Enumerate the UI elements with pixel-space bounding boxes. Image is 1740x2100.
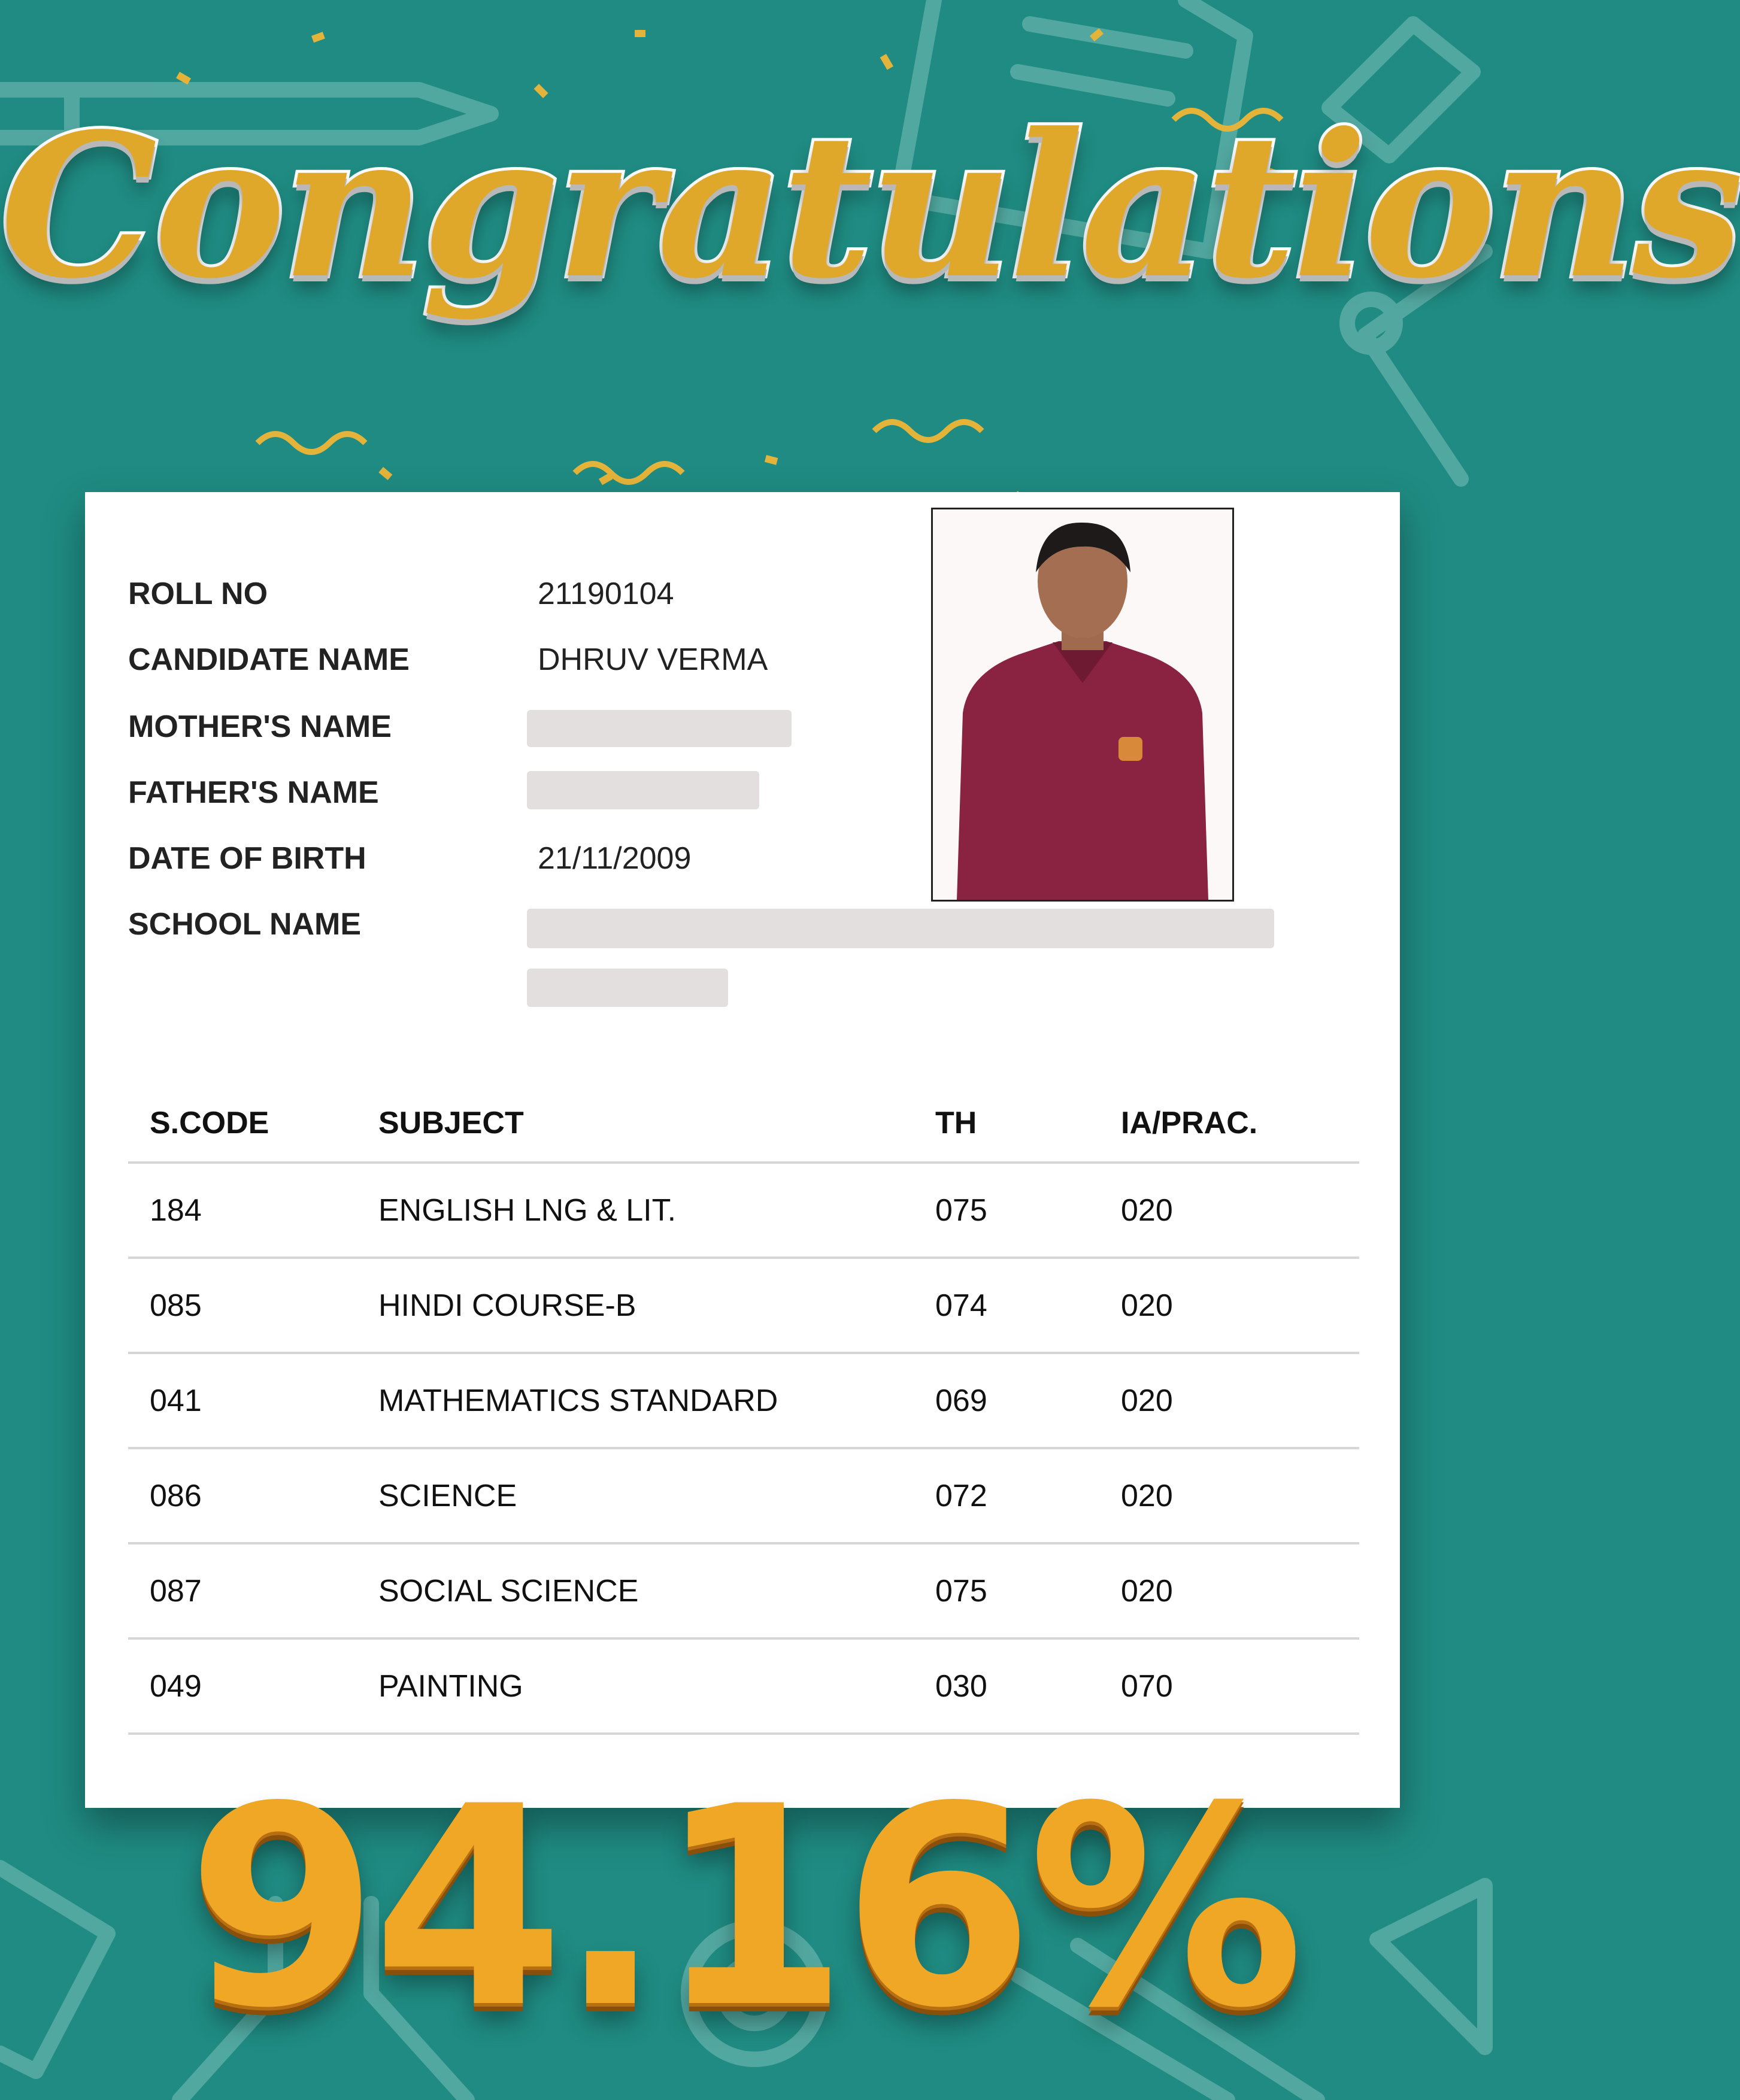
marks-table-header bbox=[128, 1085, 1359, 1164]
candidate-name-label: CANDIDATE NAME bbox=[128, 642, 410, 677]
mothers-name-redacted bbox=[527, 710, 792, 747]
table-row bbox=[128, 1164, 1359, 1259]
subject-name: HINDI COURSE-B bbox=[378, 1288, 636, 1323]
theory-marks: 074 bbox=[935, 1288, 987, 1323]
table-row bbox=[128, 1449, 1359, 1544]
practical-marks: 020 bbox=[1121, 1192, 1173, 1228]
fathers-name-label: FATHER'S NAME bbox=[128, 775, 379, 810]
roll-no-value: 21190104 bbox=[538, 576, 674, 611]
result-card bbox=[85, 492, 1400, 1808]
practical-marks: 070 bbox=[1121, 1668, 1173, 1704]
candidate-name-value: DHRUV VERMA bbox=[538, 642, 768, 677]
theory-marks: 075 bbox=[935, 1192, 987, 1228]
header-scode: S.CODE bbox=[150, 1106, 269, 1140]
fathers-name-redacted bbox=[527, 771, 759, 809]
subject-code: 049 bbox=[150, 1668, 202, 1704]
school-name-redacted-line1 bbox=[527, 909, 1274, 948]
subject-name: PAINTING bbox=[378, 1668, 523, 1704]
theory-marks: 075 bbox=[935, 1573, 987, 1609]
table-row bbox=[128, 1640, 1359, 1735]
subject-code: 087 bbox=[150, 1573, 202, 1609]
roll-no-label: ROLL NO bbox=[128, 576, 268, 611]
practical-marks: 020 bbox=[1121, 1288, 1173, 1323]
subject-code: 085 bbox=[150, 1288, 202, 1323]
school-name-redacted-line2 bbox=[527, 969, 728, 1007]
header-ia-prac: IA/PRAC. bbox=[1121, 1106, 1258, 1140]
dob-label: DATE OF BIRTH bbox=[128, 841, 366, 876]
person-icon bbox=[933, 509, 1232, 900]
subject-name: SCIENCE bbox=[378, 1478, 517, 1513]
practical-marks: 020 bbox=[1121, 1478, 1173, 1513]
subject-name: SOCIAL SCIENCE bbox=[378, 1573, 639, 1609]
congratulations-headline: Congratulations bbox=[0, 90, 1740, 322]
dob-value: 21/11/2009 bbox=[538, 841, 692, 876]
mothers-name-label: MOTHER'S NAME bbox=[128, 709, 392, 744]
practical-marks: 020 bbox=[1121, 1383, 1173, 1418]
table-row bbox=[128, 1544, 1359, 1640]
table-row bbox=[128, 1259, 1359, 1354]
header-th: TH bbox=[935, 1106, 977, 1140]
total-percentage: 94.16% bbox=[187, 1748, 1298, 2068]
practical-marks: 020 bbox=[1121, 1573, 1173, 1609]
subject-code: 041 bbox=[150, 1383, 202, 1418]
subject-code: 184 bbox=[150, 1192, 202, 1228]
marks-table bbox=[128, 1085, 1359, 1735]
subject-name: ENGLISH LNG & LIT. bbox=[378, 1192, 677, 1228]
subject-name: MATHEMATICS STANDARD bbox=[378, 1383, 778, 1418]
candidate-photo bbox=[931, 508, 1234, 902]
header-subject: SUBJECT bbox=[378, 1106, 524, 1140]
theory-marks: 072 bbox=[935, 1478, 987, 1513]
school-name-label: SCHOOL NAME bbox=[128, 907, 362, 942]
table-row bbox=[128, 1354, 1359, 1449]
theory-marks: 030 bbox=[935, 1668, 987, 1704]
theory-marks: 069 bbox=[935, 1383, 987, 1418]
subject-code: 086 bbox=[150, 1478, 202, 1513]
